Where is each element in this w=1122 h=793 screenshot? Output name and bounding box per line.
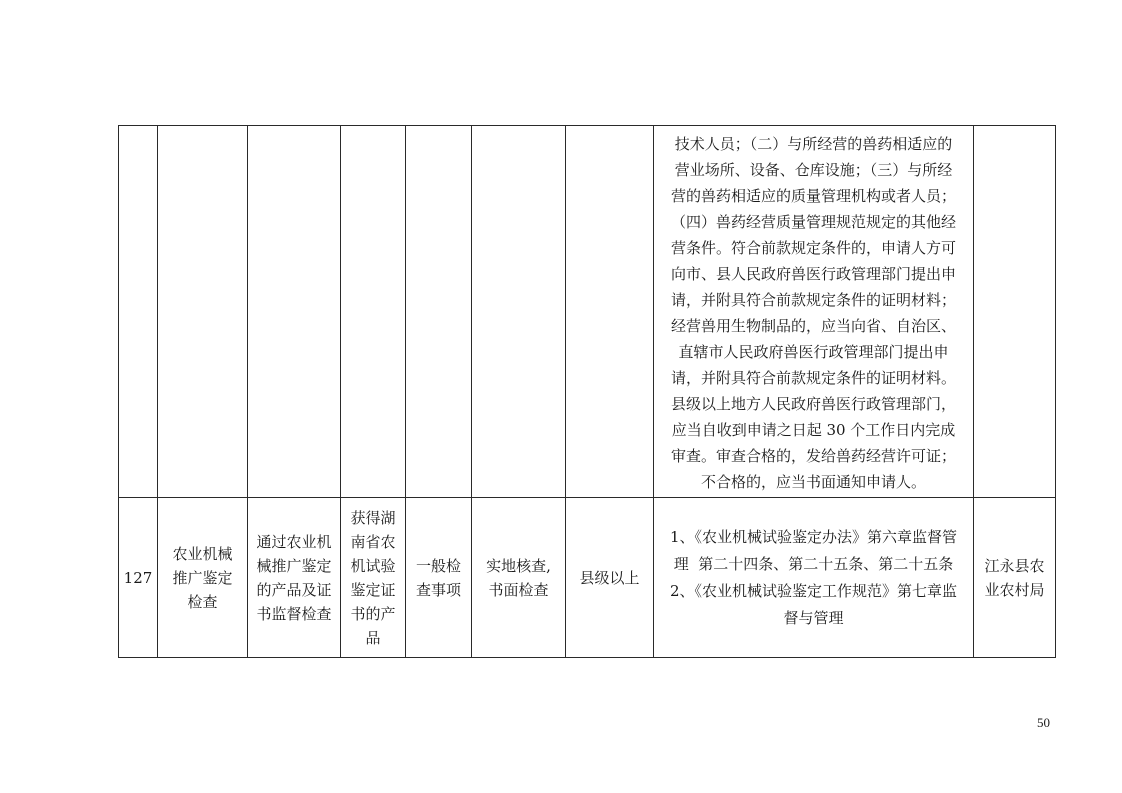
cell-item-name-empty bbox=[158, 126, 248, 498]
cell-department-empty bbox=[974, 126, 1056, 498]
cell-department bbox=[974, 498, 1056, 658]
cell-category-empty bbox=[406, 126, 472, 498]
basis-line: 1、《农业机械试验鉴定办法》第六章监督管 bbox=[669, 527, 958, 546]
cell-basis-continuation bbox=[654, 126, 974, 498]
cell-category bbox=[406, 498, 472, 658]
basis-line: 审查。审查合格的，发给兽药经营许可证； bbox=[670, 446, 956, 465]
category-line: 查事项 bbox=[415, 580, 461, 599]
basis-line: 经营兽用生物制品的，应当向省、自治区、 bbox=[670, 316, 956, 335]
basis-line: 营业场所、设备、仓库设施；（三）与所经 bbox=[674, 160, 953, 179]
content-line: 的产品及证 bbox=[256, 580, 332, 599]
level-text: 县级以上 bbox=[579, 568, 640, 587]
inspection-items-table bbox=[118, 125, 1056, 658]
cell-object bbox=[341, 498, 406, 658]
object-line: 书的产 bbox=[350, 604, 396, 623]
basis-line: 请，并附具符合前款规定条件的证明材料； bbox=[670, 290, 956, 309]
basis-line: 2、《农业机械试验鉴定工作规范》第七章监 bbox=[669, 581, 958, 600]
cell-method bbox=[472, 498, 566, 658]
item-name-line: 推广鉴定 bbox=[172, 568, 233, 587]
cell-number-empty bbox=[119, 126, 158, 498]
object-line: 鉴定证 bbox=[350, 580, 396, 599]
content-line: 械推广鉴定 bbox=[256, 556, 332, 575]
basis-line: 督与管理 bbox=[783, 608, 844, 627]
basis-line: 不合格的，应当书面通知申请人。 bbox=[700, 472, 926, 491]
cell-content-empty bbox=[248, 126, 341, 498]
basis-line: 应当自收到申请之日起 30 个工作日内完成 bbox=[671, 420, 956, 439]
category-line: 一般检 bbox=[415, 556, 461, 575]
cell-level-empty bbox=[566, 126, 654, 498]
table-row-127 bbox=[119, 498, 1056, 658]
content-line: 通过农业机 bbox=[256, 532, 332, 551]
department-line: 江永县农 bbox=[984, 556, 1045, 575]
content-line: 书监督检查 bbox=[256, 604, 332, 623]
basis-line: 理 第二十四条、第二十五条、第二十五条 bbox=[673, 554, 954, 573]
basis-line: （四）兽药经营质量管理规范规定的其他经 bbox=[670, 212, 956, 231]
cell-item-name bbox=[158, 498, 248, 658]
object-line: 南省农 bbox=[350, 532, 396, 551]
cell-basis bbox=[654, 498, 974, 658]
basis-line: 直辖市人民政府兽医行政管理部门提出申 bbox=[678, 342, 949, 361]
object-line: 获得湖 bbox=[350, 508, 396, 527]
row-number: 127 bbox=[123, 568, 153, 587]
basis-line: 技术人员；（二）与所经营的兽药相适应的 bbox=[674, 134, 953, 153]
basis-line: 县级以上地方人民政府兽医行政管理部门， bbox=[670, 394, 956, 413]
object-line: 机试验 bbox=[350, 556, 396, 575]
method-line: 书面检查 bbox=[488, 580, 549, 599]
table-row-continuation bbox=[119, 126, 1056, 498]
basis-line: 向市、县人民政府兽医行政管理部门提出申 bbox=[670, 264, 956, 283]
object-line: 品 bbox=[365, 628, 381, 647]
department-line: 业农村局 bbox=[984, 580, 1045, 599]
cell-number bbox=[119, 498, 158, 658]
cell-method-empty bbox=[472, 126, 566, 498]
cell-level bbox=[566, 498, 654, 658]
cell-content bbox=[248, 498, 341, 658]
method-line: 实地核查, bbox=[486, 556, 551, 575]
basis-line: 营的兽药相适应的质量管理机构或者人员； bbox=[670, 186, 956, 205]
basis-line: 请，并附具符合前款规定条件的证明材料。 bbox=[670, 368, 956, 387]
cell-object-empty bbox=[341, 126, 406, 498]
page-number: 50 bbox=[1037, 715, 1050, 730]
item-name-line: 检查 bbox=[187, 592, 218, 611]
basis-line: 营条件。符合前款规定条件的，申请人方可 bbox=[670, 238, 956, 257]
item-name-line: 农业机械 bbox=[172, 544, 233, 563]
